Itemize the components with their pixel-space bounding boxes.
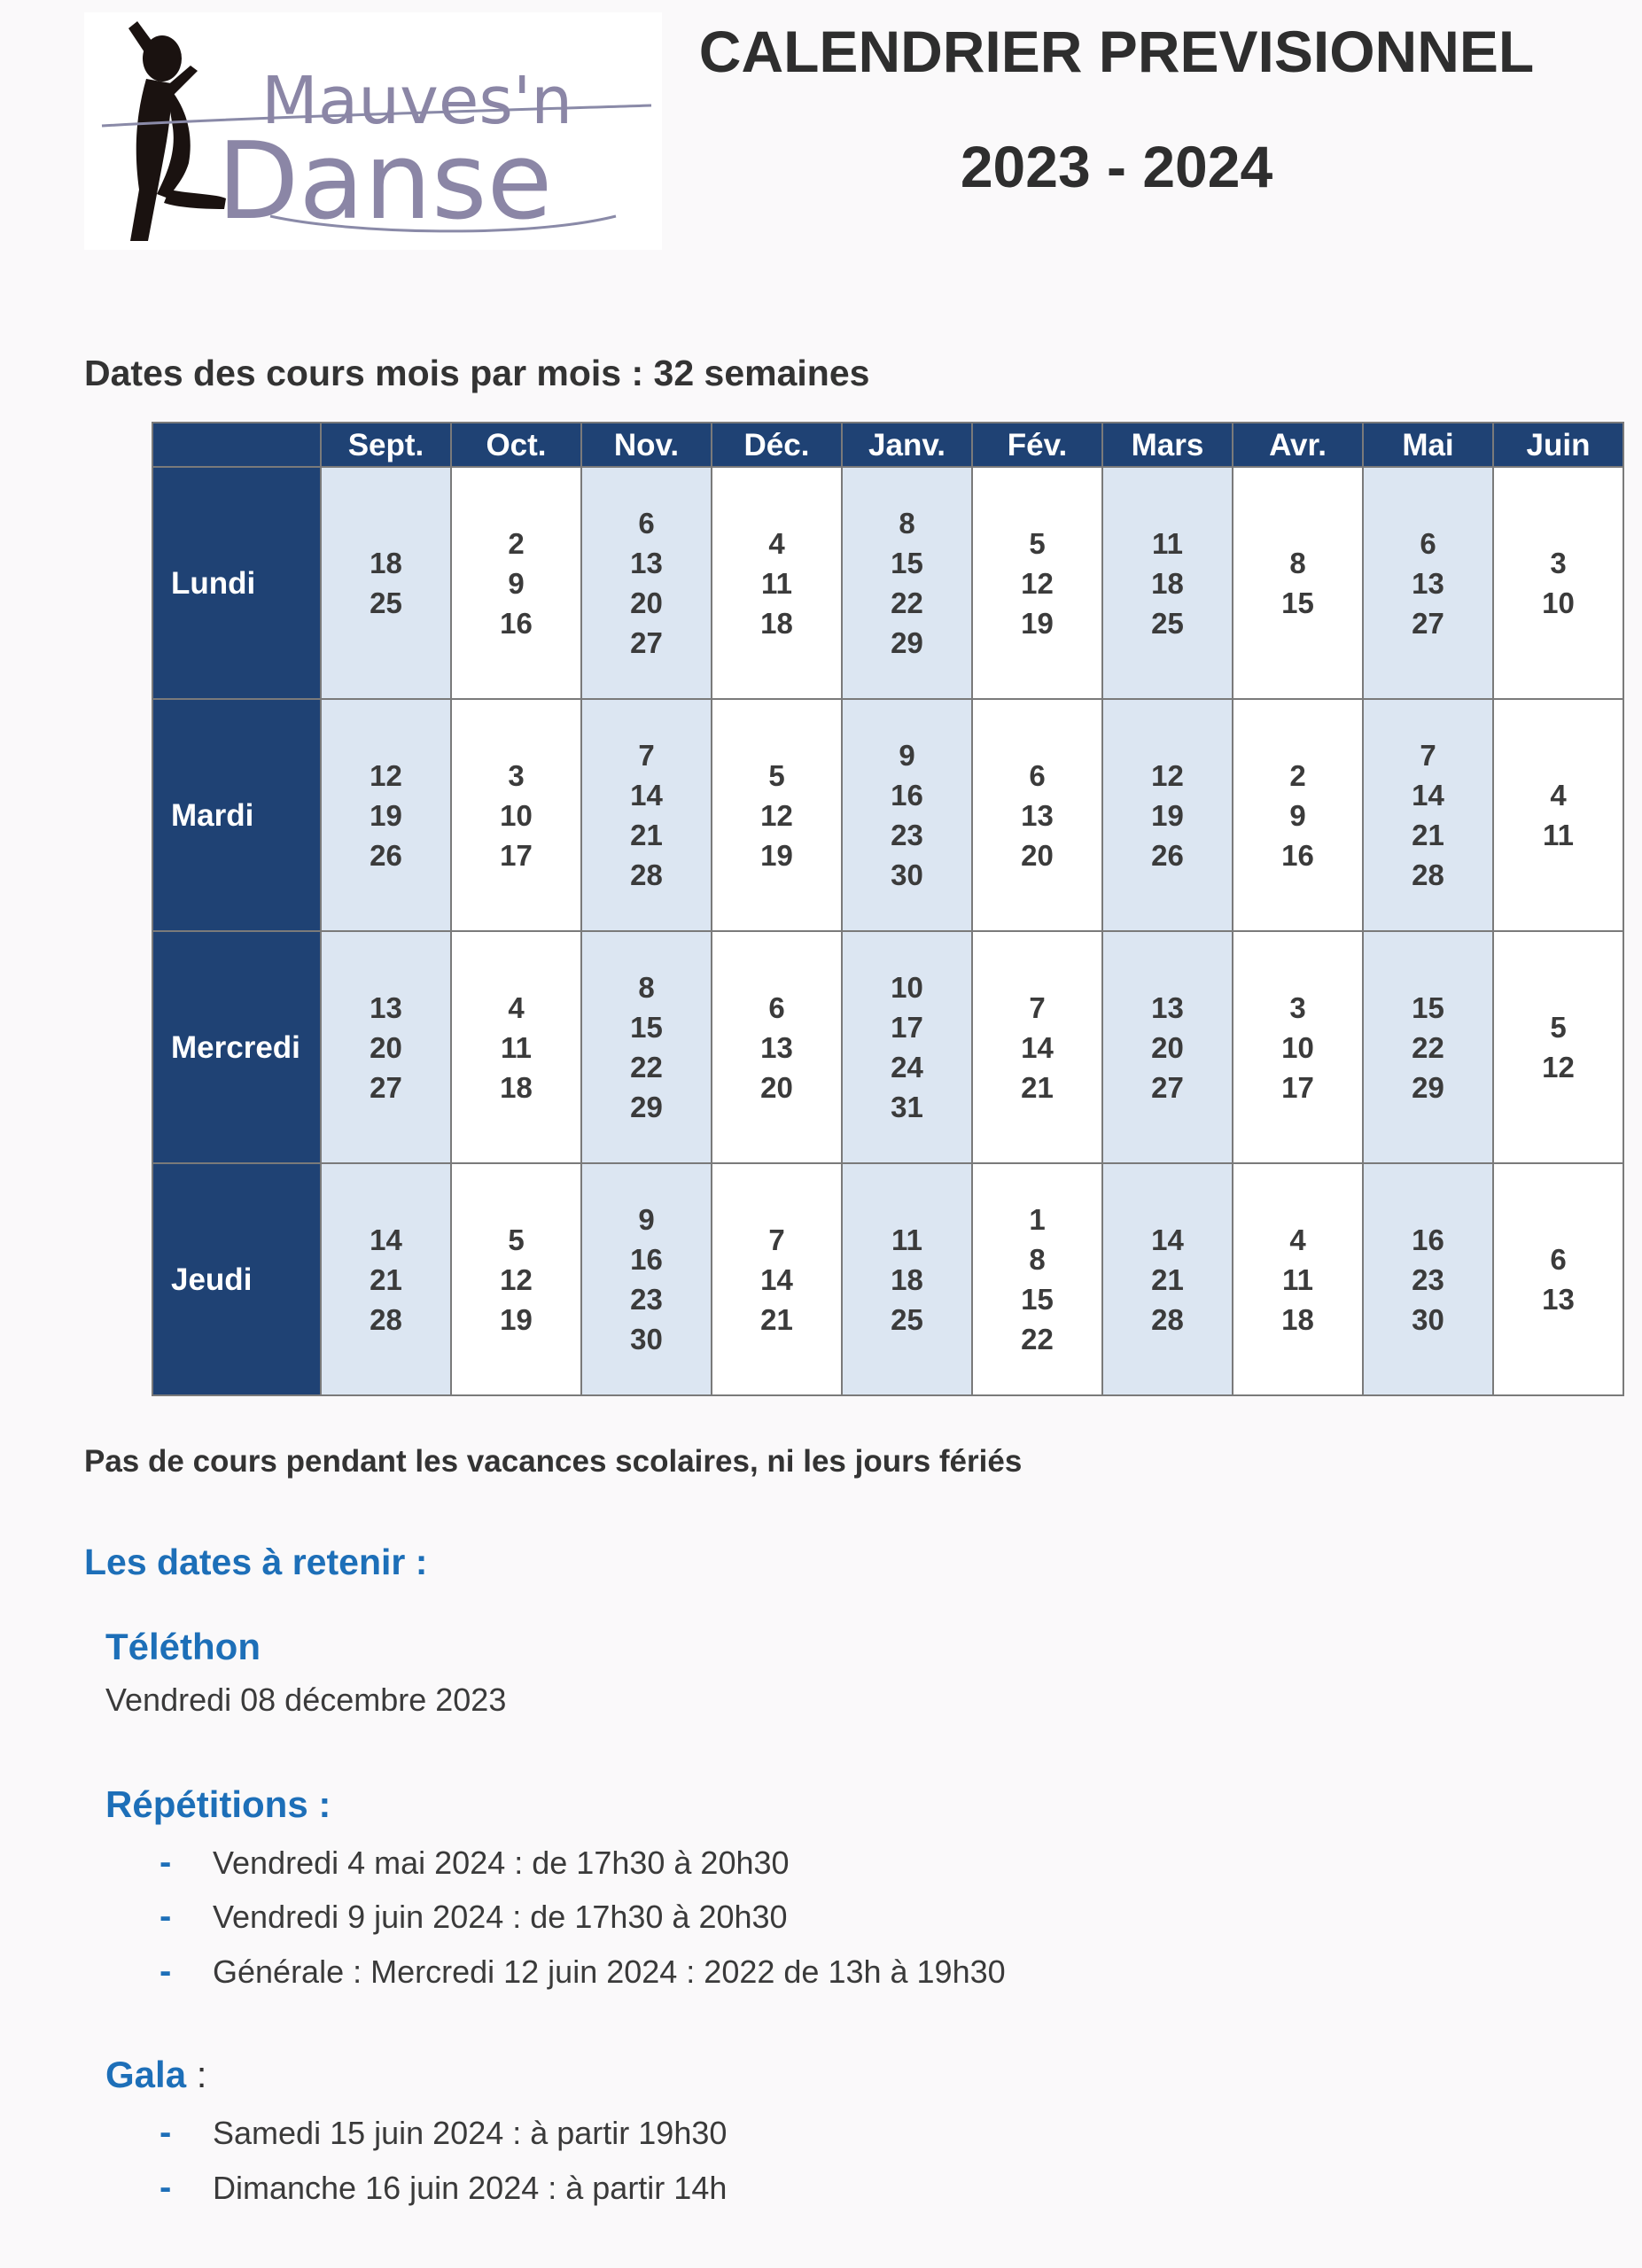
class-date: 19 bbox=[1151, 798, 1184, 832]
bullet-dash-icon: - bbox=[160, 2168, 172, 2207]
class-date: 7 bbox=[1420, 739, 1436, 772]
date-cell bbox=[451, 699, 581, 931]
class-date: 4 bbox=[1550, 779, 1567, 812]
class-date: 22 bbox=[1412, 1030, 1444, 1064]
date-cell bbox=[1102, 467, 1233, 699]
class-date: 25 bbox=[370, 586, 402, 619]
class-date: 4 bbox=[508, 990, 525, 1024]
date-cell bbox=[1233, 1163, 1363, 1395]
class-date: 2 bbox=[1289, 758, 1306, 792]
class-date: 28 bbox=[1151, 1302, 1184, 1336]
weekday-label: Jeudi bbox=[152, 1163, 321, 1395]
class-date: 14 bbox=[1151, 1223, 1184, 1256]
telethon-title: Téléthon bbox=[105, 1626, 261, 1667]
class-date: 28 bbox=[1412, 858, 1444, 891]
class-date: 11 bbox=[891, 1223, 922, 1256]
class-date: 8 bbox=[1289, 547, 1306, 579]
class-date: 21 bbox=[1412, 819, 1444, 851]
class-date: 14 bbox=[1021, 1030, 1054, 1064]
date-cell bbox=[842, 1163, 972, 1395]
bullet-dash-icon: - bbox=[160, 1952, 172, 1991]
class-date: 26 bbox=[370, 838, 402, 872]
class-date: 5 bbox=[768, 758, 785, 792]
class-date: 8 bbox=[1029, 1243, 1046, 1276]
class-date: 30 bbox=[891, 858, 923, 891]
month-header: Sept. bbox=[321, 423, 451, 467]
class-date: 13 bbox=[370, 990, 402, 1024]
calendar-row-mercredi bbox=[152, 931, 1623, 1163]
month-header: Fév. bbox=[972, 423, 1102, 467]
class-date: 14 bbox=[760, 1262, 793, 1296]
date-cell bbox=[451, 931, 581, 1163]
svg-text:Danse: Danse bbox=[217, 120, 553, 244]
class-date: 6 bbox=[1029, 758, 1046, 792]
class-date: 23 bbox=[630, 1283, 663, 1316]
class-date: 6 bbox=[638, 507, 655, 540]
date-cell bbox=[972, 699, 1102, 931]
month-header: Oct. bbox=[451, 423, 581, 467]
class-date: 27 bbox=[370, 1070, 402, 1104]
month-header: Mars bbox=[1102, 423, 1233, 467]
class-date: 13 bbox=[1412, 566, 1444, 600]
class-date: 9 bbox=[638, 1203, 655, 1236]
class-date: 29 bbox=[1412, 1070, 1444, 1104]
class-date: 20 bbox=[630, 586, 663, 619]
class-date: 30 bbox=[630, 1323, 663, 1355]
date-cell bbox=[1102, 1163, 1233, 1395]
class-date: 3 bbox=[508, 758, 525, 792]
date-cell bbox=[321, 1163, 451, 1395]
date-cell bbox=[842, 467, 972, 699]
class-date: 11 bbox=[1152, 526, 1183, 560]
weekday-label: Mercredi bbox=[152, 931, 321, 1163]
date-cell bbox=[712, 931, 842, 1163]
month-header: Mai bbox=[1363, 423, 1493, 467]
class-date: 13 bbox=[630, 547, 663, 579]
month-header: Nov. bbox=[581, 423, 712, 467]
calendar-row-jeudi bbox=[152, 1163, 1623, 1395]
class-date: 21 bbox=[760, 1302, 793, 1336]
class-date: 6 bbox=[768, 990, 785, 1024]
date-cell bbox=[581, 931, 712, 1163]
bullet-dash-icon: - bbox=[160, 1843, 172, 1882]
class-date: 21 bbox=[630, 819, 663, 851]
class-date: 14 bbox=[370, 1223, 402, 1256]
date-cell bbox=[712, 467, 842, 699]
class-date: 11 bbox=[1543, 819, 1574, 851]
class-date: 20 bbox=[1151, 1030, 1184, 1064]
class-date: 13 bbox=[760, 1030, 793, 1064]
date-cell bbox=[1493, 467, 1623, 699]
class-date: 5 bbox=[508, 1223, 525, 1256]
class-date: 12 bbox=[760, 798, 793, 832]
dates-heading: Les dates à retenir : bbox=[84, 1542, 428, 1582]
class-date: 24 bbox=[891, 1051, 923, 1084]
date-cell bbox=[1363, 699, 1493, 931]
class-date: 14 bbox=[630, 779, 663, 812]
date-cell bbox=[1233, 699, 1363, 931]
calendar-table bbox=[152, 422, 1624, 1396]
weekday-label: Mardi bbox=[152, 699, 321, 931]
class-date: 29 bbox=[630, 1091, 663, 1123]
date-cell bbox=[581, 1163, 712, 1395]
date-cell bbox=[451, 467, 581, 699]
class-date: 15 bbox=[1281, 586, 1314, 619]
class-date: 28 bbox=[370, 1302, 402, 1336]
class-date: 13 bbox=[1542, 1283, 1575, 1316]
class-date: 13 bbox=[1151, 990, 1184, 1024]
class-date: 20 bbox=[370, 1030, 402, 1064]
class-date: 6 bbox=[1420, 526, 1436, 560]
class-date: 20 bbox=[1021, 838, 1054, 872]
class-date: 7 bbox=[638, 739, 655, 772]
class-date: 15 bbox=[1021, 1283, 1054, 1316]
month-header: Juin bbox=[1493, 423, 1623, 467]
date-cell bbox=[1363, 1163, 1493, 1395]
date-cell bbox=[1363, 931, 1493, 1163]
date-cell bbox=[1233, 467, 1363, 699]
class-date: 10 bbox=[1281, 1030, 1314, 1064]
date-cell bbox=[1493, 699, 1623, 931]
calendar-header-row bbox=[152, 423, 1623, 467]
class-date: 5 bbox=[1029, 526, 1046, 560]
class-date: 11 bbox=[761, 566, 792, 600]
class-date: 12 bbox=[1151, 758, 1184, 792]
weekday-label: Lundi bbox=[152, 467, 321, 699]
class-date: 22 bbox=[630, 1051, 663, 1084]
class-date: 19 bbox=[500, 1302, 533, 1336]
class-date: 27 bbox=[630, 626, 663, 659]
class-date: 9 bbox=[508, 566, 525, 600]
class-date: 16 bbox=[500, 606, 533, 640]
date-cell bbox=[321, 931, 451, 1163]
class-date: 18 bbox=[1151, 566, 1184, 600]
repetition-item-text: Générale : Mercredi 12 juin 2024 : 2022 de 13h à 19h30 bbox=[213, 1953, 1006, 1990]
class-date: 21 bbox=[1151, 1262, 1184, 1296]
class-date: 21 bbox=[1021, 1070, 1054, 1104]
date-cell bbox=[842, 699, 972, 931]
class-date: 12 bbox=[1021, 566, 1054, 600]
calendar-subtitle: Dates des cours mois par mois : 32 semaines bbox=[84, 353, 870, 393]
repetition-item-text: Vendredi 4 mai 2024 : de 17h30 à 20h30 bbox=[213, 1845, 790, 1881]
month-header: Avr. bbox=[1233, 423, 1363, 467]
class-date: 11 bbox=[501, 1030, 532, 1064]
class-date: 18 bbox=[891, 1262, 923, 1296]
date-cell bbox=[972, 931, 1102, 1163]
class-date: 15 bbox=[630, 1011, 663, 1044]
repetition-item-text: Vendredi 9 juin 2024 : de 17h30 à 20h30 bbox=[213, 1899, 788, 1935]
date-cell bbox=[1233, 931, 1363, 1163]
class-date: 18 bbox=[500, 1070, 533, 1104]
class-date: 11 bbox=[1282, 1262, 1313, 1296]
class-date: 27 bbox=[1151, 1070, 1184, 1104]
class-date: 12 bbox=[370, 758, 402, 792]
class-date: 10 bbox=[500, 798, 533, 832]
class-date: 18 bbox=[760, 606, 793, 640]
date-cell bbox=[712, 699, 842, 931]
class-date: 5 bbox=[1550, 1011, 1567, 1044]
class-date: 22 bbox=[891, 586, 923, 619]
date-cell bbox=[321, 467, 451, 699]
class-date: 23 bbox=[891, 819, 923, 851]
class-date: 15 bbox=[891, 547, 923, 579]
page-year: 2023 - 2024 bbox=[960, 134, 1273, 199]
class-date: 16 bbox=[630, 1243, 663, 1276]
class-date: 25 bbox=[891, 1302, 923, 1336]
calendar-corner-cell bbox=[152, 423, 321, 467]
class-date: 16 bbox=[891, 779, 923, 812]
class-date: 19 bbox=[1021, 606, 1054, 640]
class-date: 9 bbox=[1289, 798, 1306, 832]
class-date: 10 bbox=[1542, 586, 1575, 619]
class-date: 19 bbox=[370, 798, 402, 832]
class-date: 3 bbox=[1550, 547, 1567, 579]
class-date: 4 bbox=[768, 526, 785, 560]
class-date: 17 bbox=[500, 838, 533, 872]
dancer-silhouette-logo-icon bbox=[84, 12, 662, 250]
class-date: 25 bbox=[1151, 606, 1184, 640]
class-date: 19 bbox=[760, 838, 793, 872]
class-date: 15 bbox=[1412, 990, 1444, 1024]
gala-title-text: Gala bbox=[105, 2054, 187, 2095]
date-cell bbox=[1493, 1163, 1623, 1395]
class-date: 29 bbox=[891, 626, 923, 659]
gala-item-text: Samedi 15 juin 2024 : à partir 19h30 bbox=[213, 2115, 728, 2151]
class-date: 7 bbox=[1029, 990, 1046, 1024]
class-date: 12 bbox=[500, 1262, 533, 1296]
month-header: Déc. bbox=[712, 423, 842, 467]
class-date: 28 bbox=[630, 858, 663, 891]
class-date: 9 bbox=[899, 739, 915, 772]
class-date: 17 bbox=[1281, 1070, 1314, 1104]
date-cell bbox=[972, 467, 1102, 699]
class-date: 18 bbox=[370, 547, 402, 579]
month-header: Janv. bbox=[842, 423, 972, 467]
page-title: CALENDRIER PREVISIONNEL bbox=[698, 19, 1535, 84]
calendar-row-lundi bbox=[152, 467, 1623, 699]
class-date: 17 bbox=[891, 1011, 923, 1044]
class-date: 16 bbox=[1412, 1223, 1444, 1256]
repetitions-title: Répétitions : bbox=[105, 1783, 331, 1825]
class-date: 23 bbox=[1412, 1262, 1444, 1296]
logo bbox=[84, 12, 662, 250]
svg-text:Mauves'n: Mauves'n bbox=[261, 63, 573, 139]
date-cell bbox=[1102, 931, 1233, 1163]
date-cell bbox=[712, 1163, 842, 1395]
date-cell bbox=[451, 1163, 581, 1395]
class-date: 10 bbox=[891, 971, 923, 1004]
class-date: 7 bbox=[768, 1223, 785, 1256]
date-cell bbox=[972, 1163, 1102, 1395]
class-date: 14 bbox=[1412, 779, 1444, 812]
telethon-date: Vendredi 08 décembre 2023 bbox=[105, 1682, 507, 1718]
date-cell bbox=[321, 699, 451, 931]
calendar-row-mardi bbox=[152, 699, 1623, 931]
class-date: 8 bbox=[638, 971, 655, 1004]
class-date: 16 bbox=[1281, 838, 1314, 872]
class-date: 20 bbox=[760, 1070, 793, 1104]
class-date: 1 bbox=[1029, 1203, 1046, 1236]
date-cell bbox=[581, 699, 712, 931]
date-cell bbox=[581, 467, 712, 699]
date-cell bbox=[1363, 467, 1493, 699]
class-date: 22 bbox=[1021, 1323, 1054, 1355]
gala-title bbox=[105, 2054, 206, 2096]
date-cell bbox=[1102, 699, 1233, 931]
class-date: 8 bbox=[899, 507, 915, 540]
class-date: 31 bbox=[891, 1091, 923, 1123]
date-cell bbox=[842, 931, 972, 1163]
class-date: 27 bbox=[1412, 606, 1444, 640]
class-date: 30 bbox=[1412, 1302, 1444, 1336]
no-class-note: Pas de cours pendant les vacances scolaires, ni les jours fériés bbox=[84, 1444, 1023, 1479]
class-date: 2 bbox=[508, 526, 525, 560]
class-date: 18 bbox=[1281, 1302, 1314, 1336]
gala-colon: : bbox=[186, 2054, 207, 2095]
class-date: 21 bbox=[370, 1262, 402, 1296]
class-date: 4 bbox=[1289, 1223, 1306, 1256]
date-cell bbox=[1493, 931, 1623, 1163]
bullet-dash-icon: - bbox=[160, 1897, 172, 1936]
class-date: 6 bbox=[1550, 1243, 1567, 1276]
class-date: 26 bbox=[1151, 838, 1184, 872]
class-date: 13 bbox=[1021, 798, 1054, 832]
class-date: 3 bbox=[1289, 990, 1306, 1024]
class-date: 12 bbox=[1542, 1051, 1575, 1084]
gala-item-text: Dimanche 16 juin 2024 : à partir 14h bbox=[213, 2170, 728, 2206]
bullet-dash-icon: - bbox=[160, 2113, 172, 2152]
